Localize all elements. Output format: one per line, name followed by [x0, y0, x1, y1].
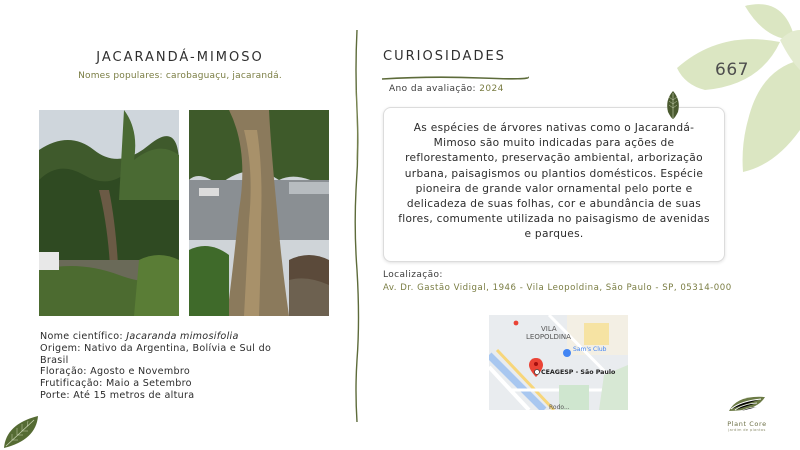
scientific-name-label: Nome científico: [40, 331, 127, 342]
evaluation-number: 667 [715, 60, 749, 80]
column-divider [352, 30, 362, 422]
map-neighborhood-1: VILA [541, 325, 557, 333]
fruiting-row: Frutificação: Maio a Setembro [40, 378, 192, 390]
location-address[interactable]: Av. Dr. Gastão Vidigal, 1946 - Vila Leopoldina, São Paulo - SP, 05314-000 [383, 283, 732, 293]
species-facts [40, 331, 300, 402]
map-bottom-label: Rodo... [549, 404, 570, 410]
flowering-row: Floração: Agosto e Novembro [40, 366, 191, 378]
scientific-name-row [40, 331, 300, 343]
plant-core-logo [720, 393, 774, 435]
scientific-name-value: Jacaranda mimosifolia [126, 331, 239, 342]
origin-row: Origem: Nativo da Argentina, Bolívia e Sul do Brasil [40, 342, 272, 366]
size-row: Porte: Até 15 metros de altura [40, 389, 195, 401]
logo-leaf-icon [727, 393, 767, 415]
logo-tagline: jardim de plantas [728, 428, 766, 432]
store-icon [563, 349, 571, 357]
map-neighborhood-2: LEOPOLDINA [526, 333, 571, 341]
evaluation-year-value: 2024 [479, 84, 504, 94]
location-label: Localização: [383, 270, 443, 280]
tree-photo-1 [39, 110, 179, 316]
title-underline [381, 66, 529, 72]
curiosities-text: As espécies de árvores nativas como o Jacarandá-Mimoso são muito indicadas para ações de reflorestamento, preservação ambiental, arborização urbana, paisagismos ou plantios domésticos. Espécie pioneira de grande valor ornamental pelo porte e delicadeza de suas folhas, cor e abundância de suas flores, comumente utilizada no paisagismo de avenidas e parques. [398, 122, 710, 241]
map-pin-label: CEAGESP - São Paulo [541, 369, 616, 376]
logo-name: Plant Core [727, 420, 767, 428]
curiosities-title: CURIOSIDADES [383, 49, 506, 64]
evaluation-year [389, 84, 504, 94]
small-leaf-icon [664, 90, 682, 120]
corner-leaf-icon [0, 410, 45, 450]
tree-photo-2 [189, 110, 329, 316]
map-store-label: Sam's Club [573, 346, 607, 353]
popular-names: Nomes populares: carobaguaçu, jacarandá. [78, 71, 282, 81]
species-title: JACARANDÁ-MIMOSO [96, 50, 264, 65]
location-map[interactable] [489, 315, 628, 410]
leaf-decoration [665, 0, 800, 175]
evaluation-label: Ano da avaliação: [389, 84, 480, 94]
